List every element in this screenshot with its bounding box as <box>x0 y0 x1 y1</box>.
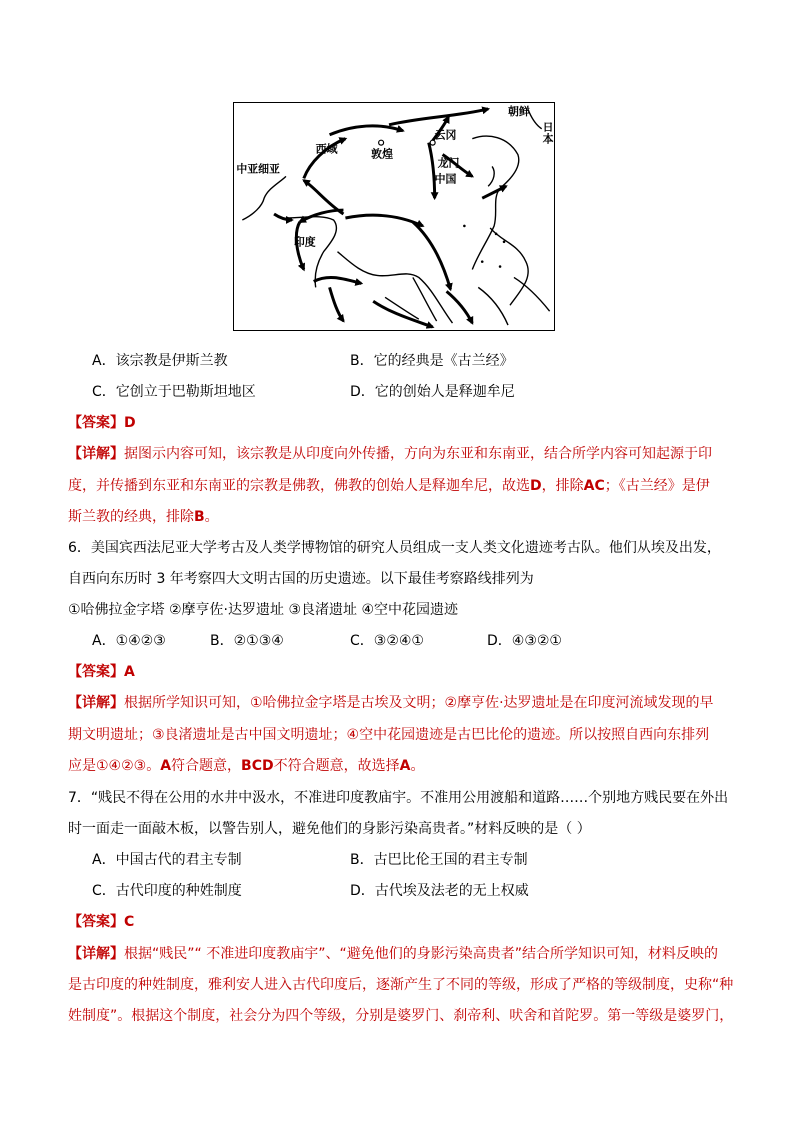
map-drawing <box>234 103 554 330</box>
q6-stem-line-3: ①哈佛拉金字塔 ②摩亨佐·达罗遗址 ③良渚遗址 ④空中花园遗迹 <box>68 602 459 618</box>
spread-arrows <box>274 109 506 327</box>
q6-detail-line-1 <box>68 693 714 713</box>
q7-stem-line-2: 时一面走一面敲木板，以警告别人，避免他们的身影污染高贵者。”材料反映的是（ ） <box>68 821 591 837</box>
q6-detail-text-3f: BCD <box>241 758 274 774</box>
q6-stem-line-2: 自西向东历时 3 年考察四大文明古国的历史遗迹。以下最佳考察路线排列为 <box>68 571 534 587</box>
q6-detail-text-3a: 应是 <box>68 758 96 774</box>
q5-answer-tag: 【答案】 <box>68 415 124 431</box>
q6-detail-text-3b: ①④②③ <box>96 758 147 774</box>
map-label-yungang: 云冈 <box>434 128 457 142</box>
q5-detail-line-3 <box>68 507 219 527</box>
q5-option-a: A．该宗教是伊斯兰教 <box>92 353 228 369</box>
city-markers <box>379 140 436 145</box>
q6-detail-line-3 <box>68 756 424 776</box>
q6-option-c: C．③②④① <box>350 633 424 649</box>
q5-detail-line-1 <box>68 444 712 464</box>
map-label-dunhuang: 敦煌 <box>371 147 393 161</box>
q6-answer-tag: 【答案】 <box>68 664 124 680</box>
map-label-japan-2: 本 <box>542 132 554 146</box>
q5-detail-text-2d: AC <box>583 478 605 494</box>
q6-detail-line-2: 期文明遗址；③良渚遗址是古中国文明遗址；④空中花园遗迹是古巴比伦的遗迹。所以按照自西向东排列 <box>68 727 710 743</box>
q6-detail-text-1b: ①哈佛拉金字塔是古埃及文明；②摩亨佐·达罗遗址是在印度河流域发现的早 <box>250 695 714 711</box>
q6-option-b: B．②①③④ <box>210 633 284 649</box>
q5-answer-line <box>68 413 136 433</box>
q6-answer-line <box>68 662 135 682</box>
q5-option-d: D．它的创始人是释迦牟尼 <box>350 384 515 400</box>
q7-detail-tag: 【详解】 <box>68 946 124 962</box>
q6-detail-text-3c: 。 <box>146 758 161 774</box>
map-label-korea: 朝鲜 <box>507 104 530 118</box>
map-label-japan-1: 日 <box>542 120 554 134</box>
q7-detail-line-3: 姓制度”。根据这个制度，社会分为四个等级，分别是婆罗门、刹帝利、吠舍和首陀罗。第一等级是婆罗门， <box>68 1008 734 1024</box>
q5-detail-text-3a: 斯兰教的经典，排除 <box>68 509 194 525</box>
q7-option-c: C．古代印度的种姓制度 <box>92 883 242 899</box>
q6-option-d: D．④③②① <box>487 633 562 649</box>
q5-detail-line-2 <box>68 476 710 496</box>
map-label-asia-minor: 中亚细亚 <box>236 162 280 176</box>
map-label-china: 中国 <box>434 172 457 186</box>
map-label-longmen: 龙门 <box>437 156 460 170</box>
q6-detail-text-3d: A <box>160 758 172 774</box>
q6-detail-text-3g: 不符合题意，故选择 <box>273 758 400 774</box>
q6-detail-tag: 【详解】 <box>68 695 124 711</box>
q5-detail-text-2c: ，排除 <box>541 478 584 494</box>
q6-detail-text-3h: A <box>399 758 411 774</box>
q6-detail-text-3e: 符合题意， <box>171 758 242 774</box>
map-label-xiyu: 西域 <box>315 142 338 156</box>
q6-option-a: A．①④②③ <box>92 633 166 649</box>
q7-option-a: A．中国古代的君主专制 <box>92 852 242 868</box>
q7-option-b: B．古巴比伦王国的君主专制 <box>350 852 528 868</box>
q5-detail-text-2b: D <box>530 478 542 494</box>
q5-detail-text-3b: B <box>194 509 205 525</box>
q5-detail-text-3c: 。 <box>204 509 219 525</box>
q6-detail-text-1a: 根据所学知识可知， <box>124 695 250 711</box>
q5-option-c: C．它创立于巴勒斯坦地区 <box>92 384 256 400</box>
q7-option-d: D．古代埃及法老的无上权威 <box>350 883 529 899</box>
buddhism-spread-map <box>233 102 555 331</box>
q7-detail-line-2: 是古印度的种姓制度，雅利安人进入古代印度后，逐渐产生了不同的等级，形成了严格的等级制度，史称“种 <box>68 977 734 993</box>
q7-detail-text-1: 根据“贱民”“ 不准进印度教庙宇”、“避免他们的身影污染高贵者”结合所学知识可知，材料反映的 <box>124 946 718 962</box>
q5-detail-tag: 【详解】 <box>68 446 124 462</box>
q5-answer: D <box>124 415 136 431</box>
q7-answer: C <box>124 914 135 930</box>
q7-answer-line <box>68 912 134 932</box>
q6-detail-text-3i: 。 <box>410 758 425 774</box>
map-label-india: 印度 <box>293 235 316 249</box>
q6-answer: A <box>124 664 135 680</box>
q7-stem-line-1: 7．“贱民不得在公用的水井中汲水，不准进印度教庙宇。不准用公用渡船和道路……个别地方贱民要在外出 <box>68 790 729 806</box>
q6-stem-line-1: 6．美国宾西法尼亚大学考古及人类学博物馆的研究人员组成一支人类文化遗迹考古队。他们从埃及出发， <box>68 540 721 556</box>
q7-answer-tag: 【答案】 <box>68 914 124 930</box>
q7-detail-line-1 <box>68 944 718 964</box>
q5-detail-text-2a: 度，并传播到东亚和东南亚的宗教是佛教，佛教的创始人是释迦牟尼，故选 <box>68 478 530 494</box>
q5-detail-text-2e: ；《古兰经》是伊 <box>604 478 710 494</box>
q5-detail-text-1: 据图示内容可知，该宗教是从印度向外传播，方向为东亚和东南亚，结合所学内容可知起源于印 <box>124 446 712 462</box>
q5-option-b: B．它的经典是《古兰经》 <box>350 353 514 369</box>
